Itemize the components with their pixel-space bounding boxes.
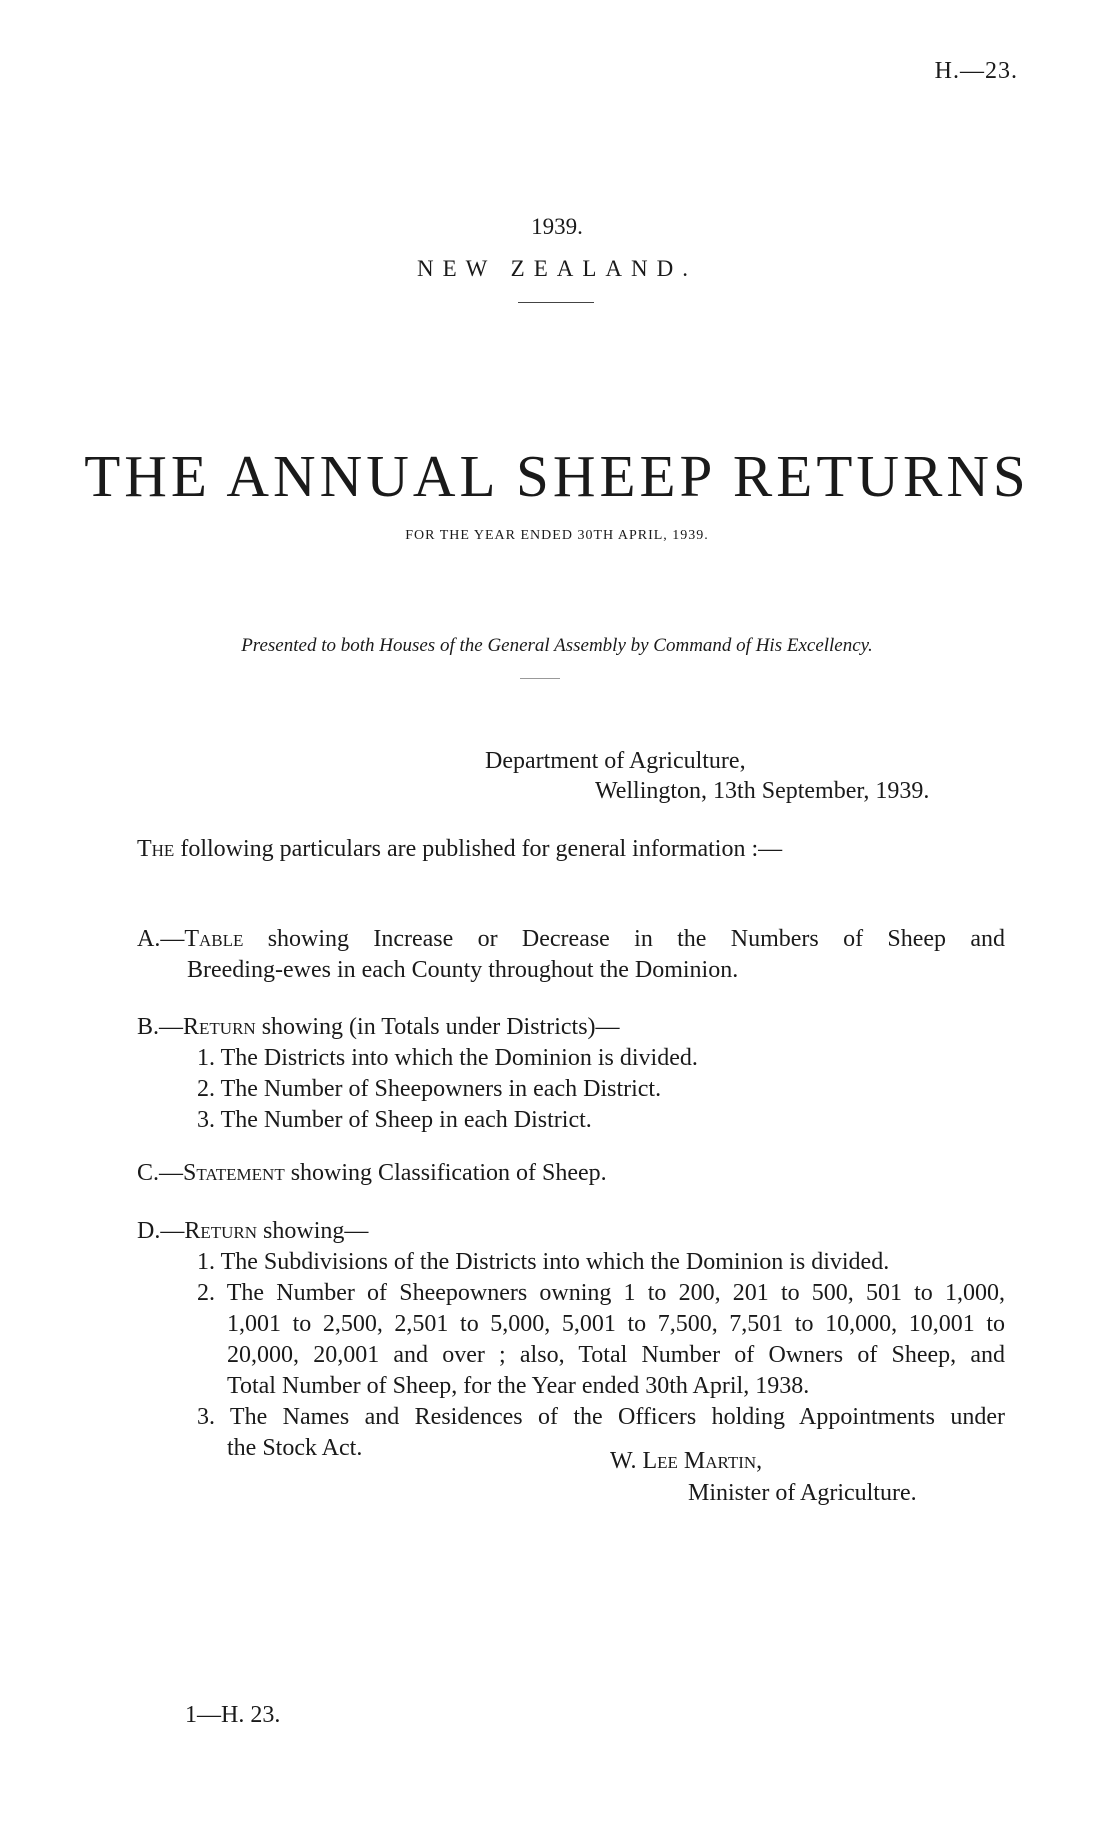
intro-text: following particulars are published for general information :— bbox=[174, 836, 783, 862]
section-a-line-1 bbox=[137, 924, 1005, 955]
sender-department: Department of Agriculture, bbox=[485, 748, 746, 774]
section-c-heading bbox=[137, 1158, 1005, 1189]
section-b-item-2: 2. The Number of Sheepowners in each District. bbox=[197, 1076, 662, 1102]
section-d-item-2-line-3: 20,000, 20,001 and over ; also, Total Number of Owners of Sheep, and bbox=[227, 1342, 1005, 1368]
section-c-text: showing Classification of Sheep. bbox=[284, 1160, 607, 1186]
section-b-head: Return bbox=[183, 1014, 256, 1040]
country-heading: NEW ZEALAND. bbox=[416, 256, 698, 281]
section-d-head: Return bbox=[184, 1218, 258, 1244]
section-d-item-3-line-1: 3. The Names and Residences of the Officers holding Appointments under bbox=[197, 1404, 1005, 1430]
section-b-prefix: B.— bbox=[137, 1014, 184, 1040]
section-b-item-3: 3. The Number of Sheep in each District. bbox=[197, 1107, 592, 1133]
page-number: 1—H. 23. bbox=[185, 1702, 281, 1728]
page-title: THE ANNUAL SHEEP RETURNS bbox=[84, 443, 1030, 509]
intro-lead: The bbox=[137, 836, 175, 862]
section-a-text: showing Increase or Decrease in the Numbers of Sheep and bbox=[243, 926, 1005, 952]
section-c bbox=[137, 1158, 1005, 1189]
section-b bbox=[137, 1012, 1005, 1136]
section-a-head: Table bbox=[184, 926, 244, 952]
section-d-item-2-line-1: 2. The Number of Sheepowners owning 1 to 200, 201 to 500, 501 to 1,000, bbox=[197, 1280, 1005, 1306]
sender-place-date: Wellington, 13th September, 1939. bbox=[595, 778, 930, 804]
section-d-item-1: 1. The Subdivisions of the Districts into which the Dominion is divided. bbox=[197, 1249, 890, 1275]
divider-rule-small bbox=[520, 678, 560, 679]
section-b-item-1: 1. The Districts into which the Dominion is divided. bbox=[197, 1045, 698, 1071]
section-b-text: showing (in Totals under Districts)— bbox=[255, 1014, 620, 1040]
year-heading: 1939. bbox=[531, 214, 583, 239]
section-d-heading bbox=[137, 1216, 1005, 1247]
section-c-prefix: C.— bbox=[137, 1160, 184, 1186]
section-a-line-2: Breeding-ewes in each County throughout the Dominion. bbox=[187, 957, 739, 983]
section-a-prefix: A.— bbox=[137, 926, 185, 952]
signatory-title: Minister of Agriculture. bbox=[688, 1480, 917, 1506]
page-subtitle: FOR THE YEAR ENDED 30TH APRIL, 1939. bbox=[405, 528, 709, 543]
section-d-text: showing— bbox=[257, 1218, 369, 1244]
section-d-prefix: D.— bbox=[137, 1218, 185, 1244]
section-a bbox=[137, 924, 1005, 986]
document-reference: H.—23. bbox=[934, 58, 1018, 84]
section-d bbox=[137, 1216, 1005, 1464]
intro-paragraph bbox=[137, 836, 782, 863]
section-b-heading bbox=[137, 1012, 1005, 1043]
presentation-note: Presented to both Houses of the General Assembly by Command of His Excellency. bbox=[241, 635, 873, 656]
divider-rule bbox=[518, 302, 594, 303]
signatory-name: W. Lee Martin, bbox=[610, 1448, 763, 1474]
section-d-item-2-line-4: Total Number of Sheep, for the Year ended 30th April, 1938. bbox=[227, 1373, 810, 1399]
section-d-item-3-line-2: the Stock Act. bbox=[227, 1435, 363, 1461]
section-d-item-2-line-2: 1,001 to 2,500, 2,501 to 5,000, 5,001 to 7,500, 7,501 to 10,000, 10,001 to bbox=[227, 1311, 1005, 1337]
section-c-head: Statement bbox=[183, 1160, 285, 1186]
